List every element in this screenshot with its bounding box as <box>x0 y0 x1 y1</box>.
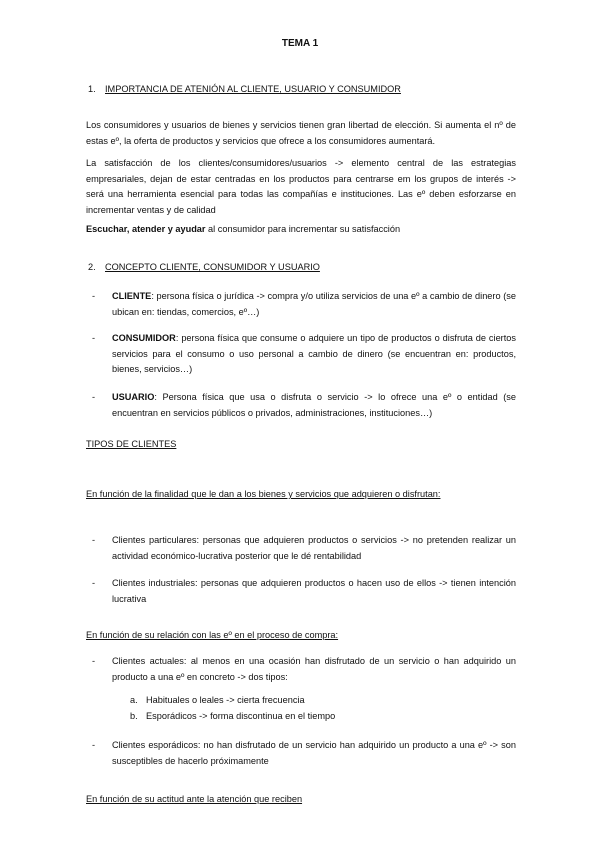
section-2-number: 2. <box>88 262 96 272</box>
section-2-heading <box>88 262 320 272</box>
definition-text: : persona física que consume o adquiere un tipo de productos o disfruta de ciertos servicios para el consumo o uso personal a cambio de dinero (se encuentran en: productos, bienes, servicios…) <box>112 333 516 375</box>
sub-item-letter: a. <box>130 695 138 705</box>
list-item-text: Clientes particulares: personas que adquieren productos o servicios -> no pretenden realizar un actividad económico-lucrativa posterior que le dé rentabilidad <box>112 535 516 561</box>
bullet-dash: - <box>92 291 96 301</box>
list-item-text: Clientes esporádicos: no han disfrutado de un servicio han adquirido un producto a una eº -> son susceptibles de hacerlo próximamente <box>112 740 516 766</box>
section-1-title: IMPORTANCIA DE ATENIÓN AL CLIENTE, USUARIO Y CONSUMIDOR <box>105 84 401 94</box>
group-1-heading: En función de la finalidad que le dan a los bienes y servicios que adquieren o disfrutan: <box>86 489 441 499</box>
group-2-heading: En función de su relación con las eº en el proceso de compra: <box>86 630 339 640</box>
bullet-dash: - <box>92 333 96 343</box>
sub-item-letter: b. <box>130 711 138 721</box>
sub-list-item <box>130 709 335 725</box>
list-item <box>86 738 516 769</box>
definition-term: CLIENTE <box>112 291 152 301</box>
list-item <box>86 533 516 564</box>
list-item-text: Clientes actuales: al menos en una ocasión han disfrutado de un servicio o han adquirido un producto a una eº en concreto -> dos tipos: <box>112 656 516 682</box>
list-item <box>86 576 516 607</box>
types-heading: TIPOS DE CLIENTES <box>86 439 177 449</box>
definition-consumidor <box>86 331 516 378</box>
paragraph-1: Los consumidores y usuarios de bienes y servicios tienen gran libertad de elección. Si aumenta el nº de estas eº, la oferta de productos y servicios que ofrece a los consumidores aumentará. <box>86 120 516 146</box>
paragraph-3-text: al consumidor para incrementar su satisfacción <box>205 224 401 234</box>
definition-term: USUARIO <box>112 392 155 402</box>
bullet-dash: - <box>92 535 96 545</box>
definition-text: : Persona física que usa o disfruta o servicio -> lo ofrece una eº o entidad (se encuentran en servicios públicos o privados, administraciones, instituciones…) <box>112 392 516 418</box>
list-item <box>86 654 516 685</box>
page-title: TEMA 1 <box>281 38 319 49</box>
sub-list-item <box>130 693 305 709</box>
definition-term: CONSUMIDOR <box>112 333 176 343</box>
paragraph-3-bold: Escuchar, atender y ayudar <box>86 224 206 234</box>
definition-usuario <box>86 390 516 421</box>
bullet-dash: - <box>92 656 96 666</box>
list-item-text: Clientes industriales: personas que adquieren productos o hacen uso de ellos -> tienen intención lucrativa <box>112 578 516 604</box>
bullet-dash: - <box>92 740 96 750</box>
section-1-number: 1. <box>88 84 96 94</box>
sub-item-text: Esporádicos -> forma discontinua en el tiempo <box>146 711 336 721</box>
definition-cliente <box>86 289 516 320</box>
bullet-dash: - <box>92 578 96 588</box>
group-3-heading: En función de su actitud ante la atención que reciben <box>86 794 303 804</box>
paragraph-2: La satisfacción de los clientes/consumidores/usuarios -> elemento central de las estrategias empresariales, dejan de estar centradas en los productos para centrarse em los grupos de interés -> será una herramienta esencial para todas las compañías e instituciones. Las eº deben esforzarse en incrementar ventas y de calidad <box>86 158 516 215</box>
paragraph-3 <box>86 222 516 238</box>
section-2-title: CONCEPTO CLIENTE, CONSUMIDOR Y USUARIO <box>105 262 320 272</box>
section-1-heading <box>88 84 401 94</box>
definition-text: : persona física o jurídica -> compra y/o utiliza servicios de una eº a cambio de dinero (se ubican en: tiendas, comercios, eº…) <box>112 291 516 317</box>
sub-item-text: Habituales o leales -> cierta frecuencia <box>146 695 305 705</box>
bullet-dash: - <box>92 392 96 402</box>
